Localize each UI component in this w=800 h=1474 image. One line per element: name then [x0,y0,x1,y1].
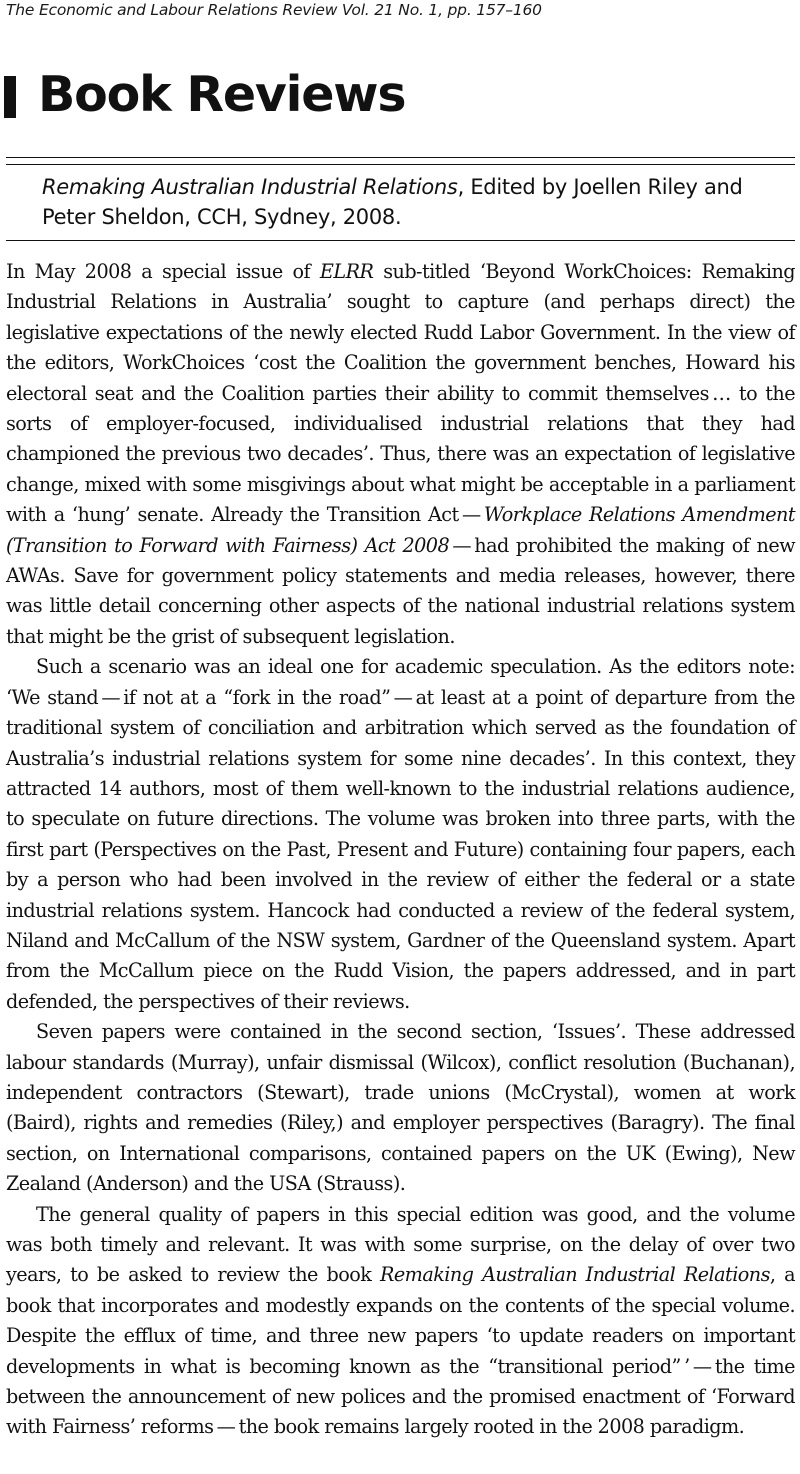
review-body [6,257,795,1443]
book-title-inline: Remaking Australian Industrial Relations [379,1263,770,1287]
paragraph-4-text-a: The general quality of papers in this special edition was good, and the volume was both timely and relevant. It was with some surprise, on the delay of over two years, to be asked to review the book [6,1202,795,1287]
paragraph-3: Seven papers were contained in the second section, ‘Issues’. These addressed labour standards (Murray), unfair dismissal (Wilcox), conflict resolution (Buchanan), independent contractors (Stewart), trade unions (McCrystal), women at work (Baird), rights and remedies (Riley,) and employer perspectives (Baragry). The final section, on International comparisons, contained papers on the UK (Ewing), New Zealand (Anderson) and the USA (Strauss). [6,1020,795,1196]
paragraph-1-text-b: sub-titled ‘Beyond WorkChoices: Remaking Industrial Relations in Australia’ sought to capture (and perhaps direct) the legislative expectations of the newly elected Rudd Labor Government. In the view of the editors, WorkChoices ‘cost the Coalition the government benches, Howard his electoral seat and the Coalition parties their ability to commit themselves … to the sorts of employer-focused, individualised industrial relations that they had championed the previous two decades’. Thus, there was an expectation of legislative change, mixed with some misgivings about what might be acceptable in a parliament with a ‘hung’ senate. Already the Transition Act — [6,260,796,527]
act-title: Workplace Relations Amendment (Transition to Forward with Fairness) Act 2008 [6,503,796,557]
section-title: Book Reviews [38,65,406,123]
paragraph-2: Such a scenario was an ideal one for academic speculation. As the editors note: ‘We stand — if not at a “fork in the road” — at least at a point of departure from the traditional system of conciliation and arbitration which served as the foundation of Australia’s industrial relations system for some nine decades’. In this context, they attracted 14 authors, most of them well-known to the industrial relations audience, to speculate on future directions. The volume was broken into three parts, with the first part (Perspectives on the Past, Present and Future) containing four papers, each by a person who had been involved in the review of either the federal or a state industrial relations system. Hancock had conducted a review of the federal system, Niland and McCallum of the NSW system, Gardner of the Queensland system. Apart from the McCallum piece on the Rudd Vision, the papers addressed, and in part defended, the perspectives of their reviews. [6,655,795,1013]
book-title: Remaking Australian Industrial Relations [42,175,458,199]
journal-abbrev: ELRR [319,260,374,283]
journal-citation-header: The Economic and Labour Relations Review Vol. 21 No. 1, pp. 157–160 [6,1,542,19]
divider [6,240,795,241]
book-citation-details: , Edited by Joellen Riley and Peter Sheldon, CCH, Sydney, 2008. [42,175,743,229]
book-citation [42,172,782,232]
paragraph-4 [6,1200,795,1443]
double-divider [6,157,795,165]
paragraph-1 [6,257,795,652]
paragraph-4-text-b: , a book that incorporates and modestly expands on the contents of the special volume. Despite the efflux of time, and three new papers ‘to update readers on important developments in what is becoming known as the “transitional period” ’ — the time between the announcement of new polices and the promised enactment of ‘Forward with Fairness’ reforms — the book remains largely rooted in the 2008 paradigm. [6,1263,795,1439]
paragraph-1-text-a: In May 2008 a special issue of [6,260,320,283]
paragraph-1-text-c: — had prohibited the making of new AWAs. Save for government policy statements and media releases, however, there was little detail concerning other aspects of the national industrial relations system that might be the grist of subsequent legislation. [6,533,795,648]
section-heading [4,60,405,128]
heading-marker-bar [4,76,16,118]
